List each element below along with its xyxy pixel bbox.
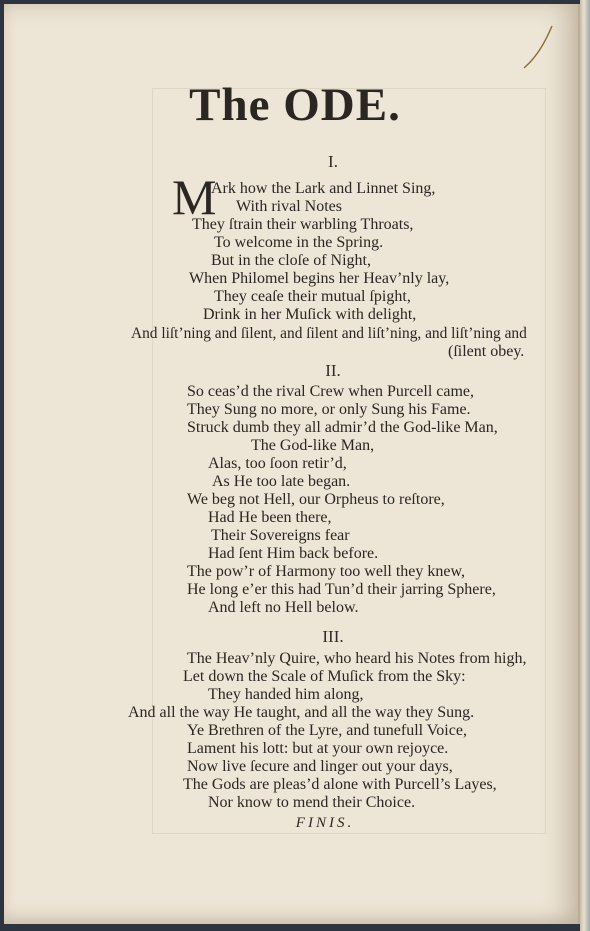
verse-line: Ark how the Lark and Linnet Sing,: [211, 180, 436, 197]
page-edge: [580, 0, 590, 931]
ode-title: The ODE.: [189, 79, 401, 131]
verse-line: Had ſent Him back before.: [208, 545, 379, 562]
verse-line: Their Sovereigns fear: [211, 527, 350, 544]
verse-line: Ye Brethren of the Lyre, and tunefull Voice,: [187, 722, 467, 739]
stanza-numeral-2: II.: [325, 361, 341, 380]
verse-line: As He too late began.: [212, 473, 351, 490]
verse-line: Nor know to mend their Choice.: [208, 794, 416, 811]
finis-mark: FINIS.: [295, 815, 355, 831]
verse-line: They ſtrain their warbling Throats,: [192, 216, 414, 233]
verse-line: And left no Hell below.: [208, 599, 359, 616]
verse-line: They handed him along,: [208, 686, 364, 703]
verse-line: He long e’er this had Tun’d their jarring Sphere,: [187, 581, 496, 598]
verse-line: The Gods are pleas’d alone with Purcell’s Layes,: [183, 776, 497, 793]
pencil-mark-icon: [520, 22, 556, 72]
verse-line: Drink in her Muſick with delight,: [203, 306, 417, 323]
verse-line: They Sung no more, or only Sung his Fame.: [187, 401, 471, 418]
verse-line: And liſt’ning and ſilent, and ſilent and liſt’ning, and liſt’ning and: [131, 325, 527, 342]
verse-line: Alas, too ſoon retir’d,: [208, 455, 347, 472]
verse-line: When Philomel begins her Heav’nly lay,: [189, 270, 450, 287]
verse-line: The Heav’nly Quire, who heard his Notes from high,: [187, 650, 527, 667]
stanza-numeral-1: I.: [328, 152, 338, 171]
verse-line: They ceaſe their mutual ſpight,: [214, 288, 411, 305]
verse-line: So ceas’d the rival Crew when Purcell came,: [187, 383, 475, 400]
verse-line: The God-like Man,: [251, 437, 375, 454]
drop-capital: M: [172, 169, 217, 225]
verse-line: And all the way He taught, and all the way they Sung.: [128, 704, 475, 721]
verse-line: The pow’r of Harmony too well they knew,: [187, 563, 465, 580]
verse-line: Struck dumb they all admir’d the God-like Man,: [187, 419, 498, 436]
verse-line: Lament his lott: but at your own rejoyce.: [187, 740, 449, 757]
verse-line: To welcome in the Spring.: [214, 234, 384, 251]
verse-line: Had He been there,: [208, 509, 332, 526]
verse-line: We beg not Hell, our Orpheus to reſtore,: [187, 491, 445, 508]
stanza-numeral-3: III.: [322, 627, 344, 646]
verse-line: (ſilent obey.: [448, 343, 525, 360]
verse-line: With rival Notes: [236, 198, 342, 215]
verse-line: Now live ſecure and linger out your days,: [187, 758, 453, 775]
verse-line: Let down the Scale of Muſick from the Sky:: [183, 668, 466, 685]
verse-line: But in the cloſe of Night,: [211, 252, 371, 269]
